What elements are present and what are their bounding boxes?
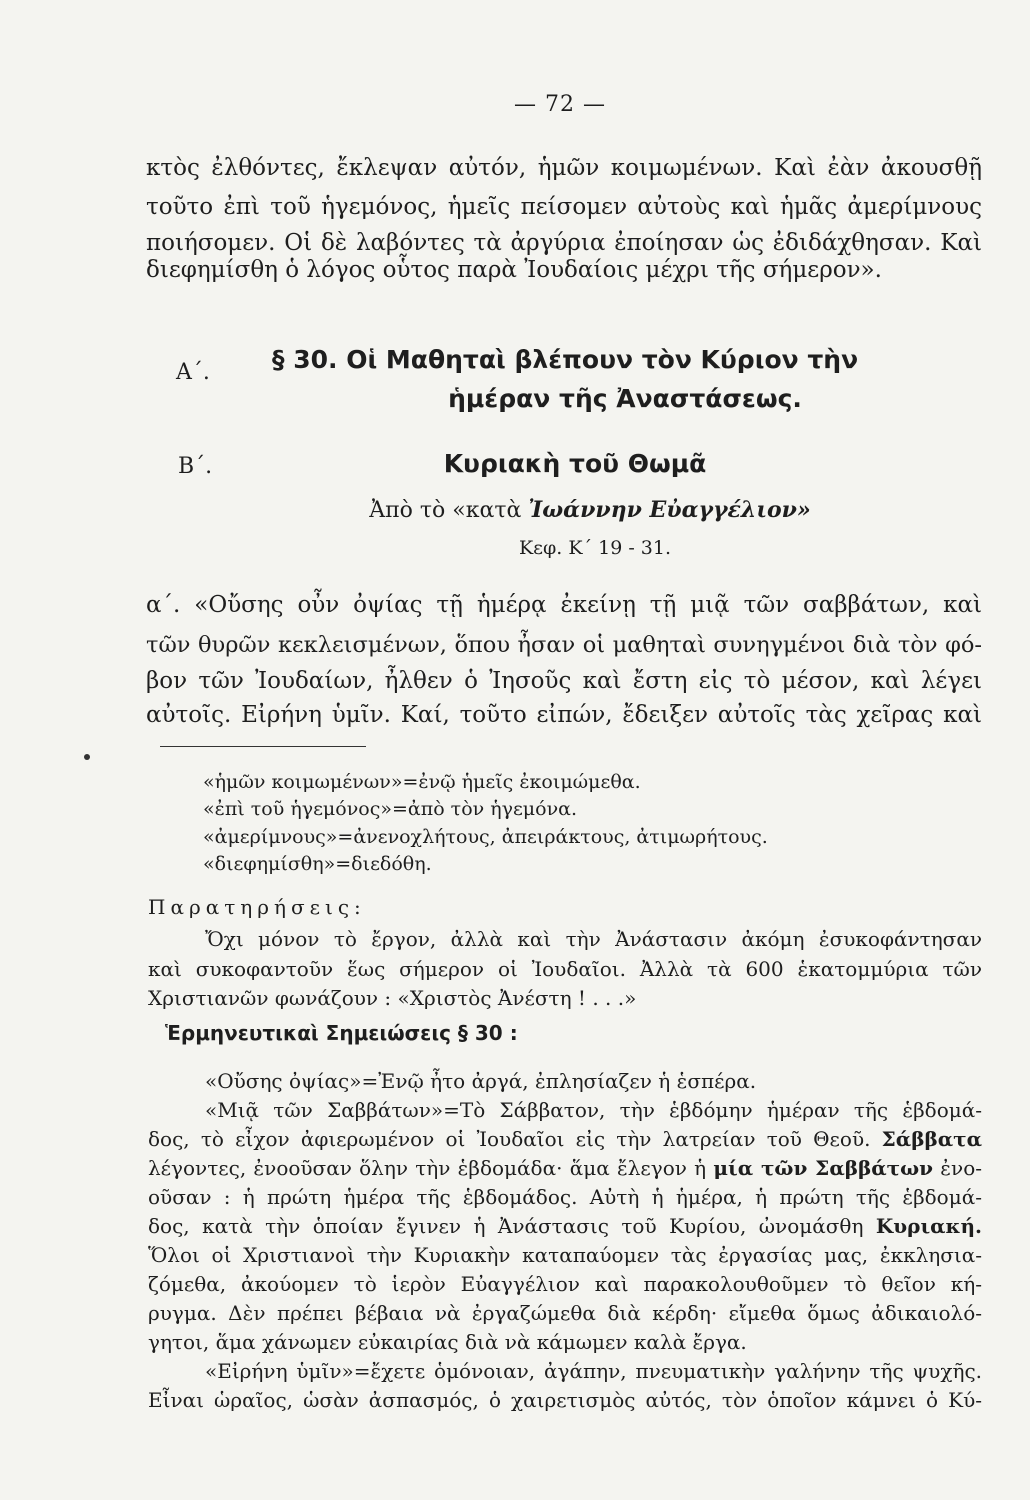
herm-line (148, 1213, 982, 1240)
footnote-divider (160, 746, 366, 747)
footnote: «διεφημίσθη»=διεδόθη. (203, 853, 432, 875)
hermeneutic-heading: Ἑρμηνευτικαὶ Σημειώσεις § 30 : (165, 1021, 518, 1045)
herm-line: ρυγμα. Δὲν πρέπει βέβαια νὰ ἐργαζώμεθα διὰ κέρδη· εἴμεθα ὅμως ἀδικαιολό- (148, 1301, 982, 1325)
herm-bold: Σάββατα (881, 1127, 982, 1151)
ink-mark (84, 754, 90, 760)
herm-line: «Οὔσης ὀψίας»=Ἐνῷ ἦτο ἀργά, ἐπλησίαζεν ἡ ἑσπέρα. (205, 1069, 757, 1093)
herm-line: Εἶναι ὡραῖος, ὡσὰν ἀσπασμός, ὁ χαιρετισμὸς αὐτός, τὸν ὁποῖον κάμνει ὁ Κύ- (148, 1388, 982, 1412)
notes-line: Ὄχι μόνον τὸ ἔργον, ἀλλὰ καὶ τὴν Ἀνάστασιν ἀκόμη ἐσυκοφάντησαν (205, 927, 982, 951)
notes-heading: Παρατηρήσεις: (148, 895, 366, 919)
body-line: αὐτοῖς. Εἰρήνη ὑμῖν. Καί, τοῦτο εἰπών, ἔδειξεν αὐτοῖς τὰς χεῖρας καὶ (146, 702, 982, 728)
herm-line (148, 1126, 982, 1153)
source-prefix: Ἀπὸ τὸ «κατὰ (369, 498, 522, 523)
intro-line: τοῦτο ἐπὶ τοῦ ἡγεμόνος, ἡμεῖς πείσομεν αὐτοὺς καὶ ἡμᾶς ἀμερίμνους (146, 194, 982, 220)
herm-text: δος, κατὰ τὴν ὁποίαν ἔγινεν ἡ Ἀνάστασις τοῦ Κυρίου, ὠνομάσθη (148, 1214, 864, 1238)
herm-line: «Εἰρήνη ὑμῖν»=ἔχετε ὁμόνοιαν, ἀγάπην, πνευματικὴν γαλήνην τῆς ψυχῆς. (205, 1359, 982, 1383)
herm-line: «Μιᾷ τῶν Σαββάτων»=Τὸ Σάββατον, τὴν ἑβδόμην ἡμέραν τῆς ἑβδομά- (205, 1098, 982, 1122)
herm-line: Ὅλοι οἱ Χριστιανοὶ τὴν Κυριακὴν καταπαύομεν τὰς ἐργασίας μας, ἐκκλησια- (148, 1243, 982, 1267)
section-title-line1: § 30. Οἱ Μαθηταὶ βλέπουν τὸν Κύριον τὴν (272, 345, 859, 374)
intro-line: διεφημίσθη ὁ λόγος οὗτος παρὰ Ἰουδαίοις μέχρι τῆς σήμερον». (146, 257, 882, 283)
source-title: Ἰωάννην Εὐαγγέλιον» (528, 497, 811, 523)
section-marker-b: Β΄. (178, 454, 213, 479)
section-marker-a: Α΄. (176, 360, 210, 385)
herm-line: οῦσαν : ἡ πρώτη ἡμέρα τῆς ἑβδομάδος. Αὐτὴ ἡ ἡμέρα, ἡ πρώτη τῆς ἑβδομά- (148, 1185, 982, 1209)
herm-text: ἐνο- (940, 1156, 982, 1180)
herm-text: λέγοντες, ἐνοοῦσαν ὅλην τὴν ἑβδομάδα· ἅμα ἔλεγον ἡ (148, 1156, 707, 1180)
herm-line: ζόμεθα, ἀκούομεν τὸ ἱερὸν Εὐαγγέλιον καὶ παρακολουθοῦμεν τὸ θεῖον κή- (148, 1272, 982, 1296)
herm-text: δος, τὸ εἶχον ἀφιερωμένον οἱ Ἰουδαῖοι εἰς τὴν λατρείαν τοῦ Θεοῦ. (148, 1127, 871, 1151)
source-line (0, 495, 1030, 526)
body-line: α΄. «Οὔσης οὖν ὀψίας τῇ ἡμέρᾳ ἐκείνῃ τῇ μιᾷ τῶν σαββάτων, καὶ (146, 592, 982, 618)
footnote: «ἡμῶν κοιμωμένων»=ἐνῷ ἡμεῖς ἐκοιμώμεθα. (203, 771, 641, 793)
body-line: βον τῶν Ἰουδαίων, ἦλθεν ὁ Ἰησοῦς καὶ ἔστη εἰς τὸ μέσον, καὶ λέγει (146, 668, 982, 694)
herm-bold: Κυριακή. (875, 1214, 983, 1238)
section-title-line2: ἡμέραν τῆς Ἀναστάσεως. (448, 384, 802, 413)
intro-line: κτὸς ἐλθόντες, ἔκλεψαν αὐτόν, ἡμῶν κοιμωμένων. Καὶ ἐὰν ἀκουσθῇ (146, 155, 982, 181)
footnote: «ἐπὶ τοῦ ἡγεμόνος»=ἀπὸ τὸν ἡγεμόνα. (203, 798, 578, 820)
herm-line (148, 1155, 982, 1182)
herm-bold: μία τῶν Σαββάτων (713, 1156, 934, 1180)
chapter-reference: Κεφ. Κ΄ 19 - 31. (518, 537, 672, 559)
notes-line: Χριστιανῶν φωνάζουν : «Χριστὸς Ἀνέστη ! . . .» (148, 986, 637, 1010)
intro-line: ποιήσομεν. Οἱ δὲ λαβόντες τὰ ἀργύρια ἐποίησαν ὡς ἐδιδάχθησαν. Καὶ (146, 230, 982, 256)
footnote: «ἀμερίμνους»=ἀνενοχλήτους, ἀπειράκτους, ἀτιμωρήτους. (203, 826, 768, 848)
body-line: τῶν θυρῶν κεκλεισμένων, ὅπου ἦσαν οἱ μαθηταὶ συνηγμένοι διὰ τὸν φό- (146, 632, 982, 658)
section-subtitle: Κυριακὴ τοῦ Θωμᾶ (443, 449, 707, 478)
page-number: — 72 — (514, 92, 606, 117)
herm-line: γητοι, ἅμα χάνωμεν εὐκαιρίας διὰ νὰ κάμωμεν καλὰ ἔργα. (148, 1330, 747, 1354)
notes-line: καὶ συκοφαντοῦν ἕως σήμερον οἱ Ἰουδαῖοι. Ἀλλὰ τὰ 600 ἑκατομμύρια τῶν (148, 957, 982, 981)
